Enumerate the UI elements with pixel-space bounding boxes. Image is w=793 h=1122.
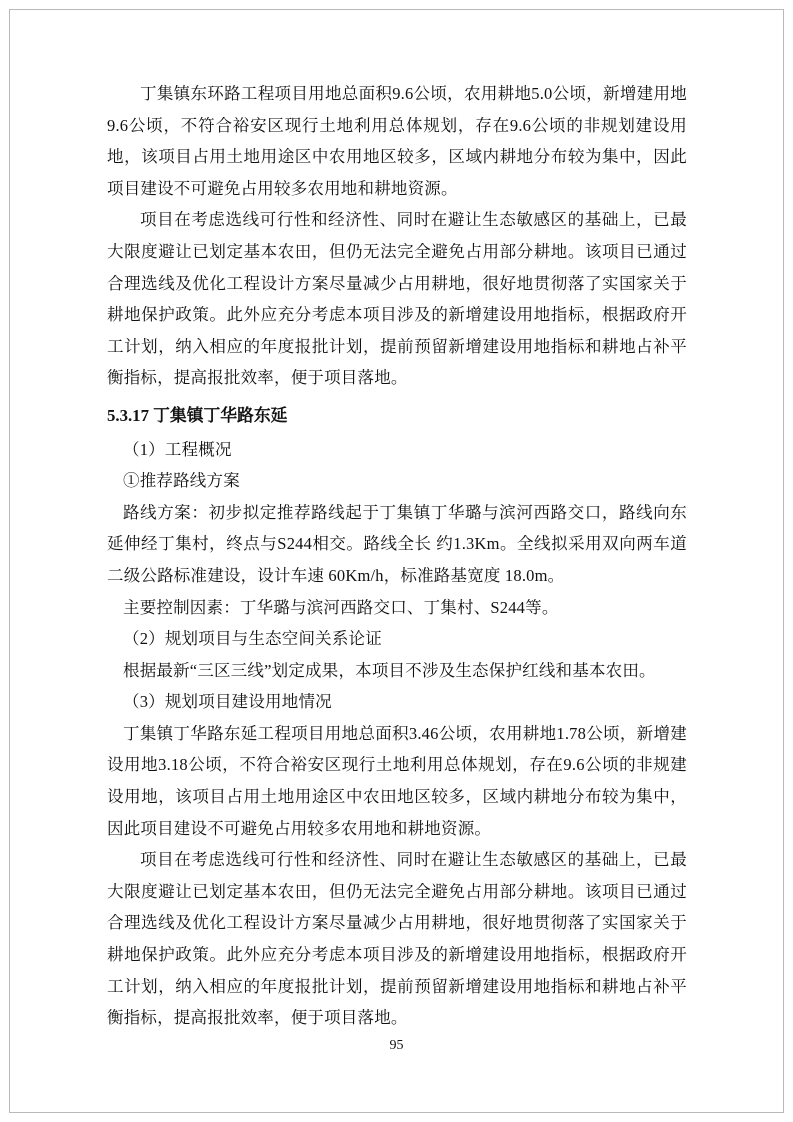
- paragraph-dinghualu-land: 丁集镇丁华路东延工程项目用地总面积3.46公顷，农用耕地1.78公顷，新增建设用地3.18公顷，不符合裕安区现行土地利用总体规划，存在9.6公顷的非规建设用地，该项目占用土地用途区中农田地区较多，区域内耕地分布较为集中，因此项目建设不可避免占用较多农用地和耕地资源。: [107, 723, 687, 838]
- paragraph-project-overview-label: （1）工程概况: [123, 439, 232, 459]
- section-heading-5-3-17: 5.3.17 丁集镇丁华路东延: [107, 405, 288, 425]
- paragraph-recommended-route-label: ①推荐路线方案: [123, 471, 240, 491]
- paragraph-construction-land-label: （3）规划项目建设用地情况: [123, 692, 332, 712]
- paragraph-dongHuanLu-policy: 项目在考虑选线可行性和经济性、同时在避让生态敏感区的基础上，已最大限度避让已划定基本农田，但仍无法完全避免占用部分耕地。该项目已通过合理选线及优化工程设计方案尽量减少占用耕地，很好地贯彻落了实国家关于耕地保护政策。此外应充分考虑本项目涉及的新增建设用地指标，根据政府开工计划，纳入相应的年度报批计划，提前预留新增建设用地指标和耕地占补平衡指标，提高报批效率，便于项目落地。: [107, 210, 687, 388]
- paragraph-eco-space-conclusion: 根据最新“三区三线”划定成果，本项目不涉及生态保护红线和基本农田。: [123, 660, 656, 680]
- page-content: [107, 78, 687, 1034]
- paragraph-dinghualu-policy: 项目在考虑选线可行性和经济性、同时在避让生态敏感区的基础上，已最大限度避让已划定基本农田，但仍无法完全避免占用部分耕地。该项目已通过合理选线及优化工程设计方案尽量减少占用耕地，很好地贯彻落了实国家关于耕地保护政策。此外应充分考虑本项目涉及的新增建设用地指标，根据政府开工计划，纳入相应的年度报批计划，提前预留新增建设用地指标和耕地占补平衡指标，提高报批效率，便于项目落地。: [107, 850, 687, 1028]
- page-number: 95: [389, 1038, 404, 1053]
- paragraph-eco-space-label: （2）规划项目与生态空间关系论证: [123, 629, 382, 649]
- paragraph-route-scheme: 路线方案：初步拟定推荐路线起于丁集镇丁华璐与滨河西路交口，路线向东延伸经丁集村，终点与S244相交。路线全长 约1.3Km。全线拟采用双向两车道二级公路标准建设，设计车速 60Km/h，标准路基宽度 18.0m。: [107, 502, 687, 585]
- paragraph-control-factors: 主要控制因素：丁华璐与滨河西路交口、丁集村、S244等。: [123, 597, 559, 617]
- paragraph-dongHuanLu-land: 丁集镇东环路工程项目用地总面积9.6公顷，农用耕地5.0公顷，新增建用地9.6公顷，不符合裕安区现行土地利用总体规划，存在9.6公顷的非规划建设用地，该项目占用土地用途区中农用地区较多，区域内耕地分布较为集中，因此项目建设不可避免占用较多农用地和耕地资源。: [107, 84, 687, 198]
